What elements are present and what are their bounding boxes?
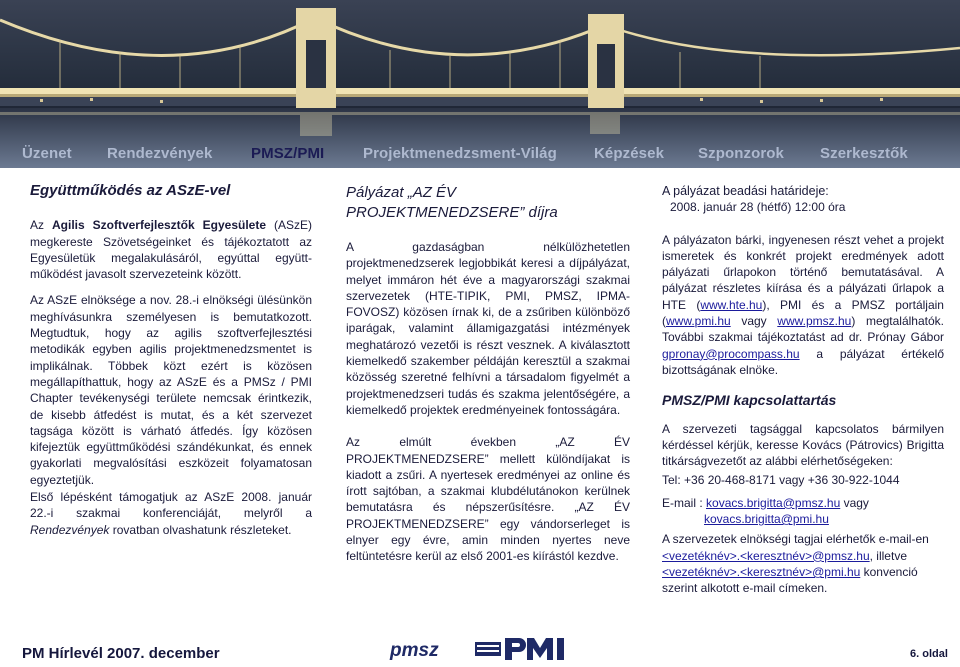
- deadline-value: 2008. január 28 (hétfő) 12:00 óra: [670, 200, 846, 215]
- pmi-link[interactable]: www.pmi.hu: [666, 314, 731, 329]
- nav-item-szponzorok[interactable]: Szponzorok: [698, 145, 784, 162]
- board-line-2: <vezetéknév>.<keresztnév>@pmi.hu konvenció szerint alkotott e-mail címeken.: [662, 564, 918, 596]
- pronay-email-link[interactable]: gpronay@procompass.hu: [662, 346, 800, 361]
- board-intro: A szervezetek elnökségi tagjai elérhetők e-mail-en: [662, 532, 929, 547]
- rendezvenyek-ref: Rendezvények: [30, 522, 110, 537]
- nav-item-szerkesztok[interactable]: Szerkesztők: [820, 145, 908, 162]
- board-pmsz-link[interactable]: <vezetéknév>.<keresztnév>@pmsz.hu: [662, 548, 870, 563]
- deadline-label: A pályázat beadási határideje:: [662, 184, 829, 198]
- left-column: [30, 183, 312, 538]
- header-banner: [0, 0, 960, 168]
- contact-title: PMSZ/PMI kapcsolattartás: [662, 392, 837, 409]
- nav-item-pmsz-pmi[interactable]: PMSZ/PMI: [251, 145, 325, 162]
- left-paragraph-3: Első lépésként támogatjuk az ASzE 2008. január 22.-i szakmai konferenciáját, melyről a Rendezvények rovatban olvashatunk részleteket.: [30, 490, 312, 537]
- nav-item-projektmenedzsment-vilag[interactable]: Projektmenedzsment-Világ: [363, 145, 557, 162]
- middle-column: [346, 183, 630, 565]
- pmsz-link[interactable]: www.pmsz.hu: [777, 314, 852, 329]
- page-number: 6. oldal: [910, 648, 948, 660]
- nav-item-kepzesek[interactable]: Képzések: [594, 145, 665, 162]
- middle-paragraph-2: Az elmúlt években „AZ ÉV PROJEKTMENEDZSERE” mellett különdíjakat is kiadott a zsűri. A nyertesek eredményei az online és írott sajtóban, a szakmai klubdélutánokon kerülnek bemutatásra és népszerűsítésre. „AZ ÉV PROJEKTMENEDZSERE” egy vándorserleget is elnyer egy évre, amin minden nyertes neve feltüntetésre kerül az első 2001-es kiírástól kezdve.: [346, 435, 630, 564]
- left-paragraph-2: Az ASzE elnöksége a nov. 28.-i elnökségi ülésünkön meghívásunkra személyesen is bemutatkozott. Megtudtuk, hogy az agilis szoftverfejlesztési metodikák egyben agilis projektmenedzsmentet is implikálnak. Többek közt ezért is közösen megállapíthattuk, hogy az ASzE és a PMSz / PMI Chapter tevékenységi területe nemcsak érintkezik, de kisebb átfedést is mutat, és a két szervezet tagsága között is várható átfedés. Így közösen kifejeztük együttműködési szándékunkat, és ennek gyakorlati megvalósítási eszközeit folyamatosan egyeztetjük.: [30, 293, 312, 487]
- contact-email-line: E-mail : kovacs.brigitta@pmsz.hu vagy: [662, 495, 869, 510]
- right-column: [662, 183, 944, 597]
- left-title: Együttműködés az ASzE-vel: [30, 182, 231, 199]
- left-paragraph-1: Az Agilis Szoftverfejlesztők Egyesülete (ASzE) megkereste Szövetségeinket és tájékoztatott az Egyesületük megalakulásáról, egyúttal együtt-működést javasolt szervezeteink között.: [30, 218, 312, 282]
- contact-email-line-2: [662, 511, 944, 527]
- footer-newsletter-title: PM Hírlevél 2007. december: [22, 645, 220, 662]
- contact-intro: A szervezeti tagsággal kapcsolatos bármilyen kérdéssel kérjük, keresse Kovács (Pátrovics) Brigitta titkárságvezetőt az alábbi elérhetőségeken:: [662, 421, 944, 469]
- middle-paragraph-1: A gazdaságban nélkülözhetetlen projektmenedzserek legjobbikát keresi a díjpályázat, melyet immáron hét éve a magyarországi szakmai szervezetek (HTE-TIPIK, PMI, PMSZ, IPMA-FOVOSZ) közösen írnak ki, de a zsűriben különböző iparágak, valamint államigazgatási intézmények meghatározó vezetői is részt vesznek. A kiválasztott kiemelkedő szakember példáján keresztül a szakmai közösség szeretné felhívni a társadalom figyelmét a projektmenedzseri tudás és szakma jelentőségére, a kiemelkedő projektek eredményeinek fontosságára.: [346, 240, 630, 417]
- pmi-logo: [475, 636, 585, 667]
- hte-link[interactable]: www.hte.hu: [700, 297, 763, 312]
- nav-item-rendezvenyek[interactable]: Rendezvények: [107, 145, 213, 162]
- email-pmi-link[interactable]: kovacs.brigitta@pmi.hu: [704, 512, 829, 527]
- contact-tel: Tel: +36 20-468-8171 vagy +36 30-922-1044: [662, 473, 900, 488]
- middle-title: Pályázat „AZ ÉV PROJEKTMENEDZSERE” díjra: [346, 184, 558, 221]
- main-nav: [0, 140, 960, 168]
- pmsz-logo: pmsz: [390, 640, 439, 661]
- asze-name: Agilis Szoftverfejlesztők Egyesülete: [51, 218, 267, 233]
- email-pmsz-link[interactable]: kovacs.brigitta@pmsz.hu: [706, 495, 841, 510]
- board-line-1: <vezetéknév>.<keresztnév>@pmsz.hu, illetve: [662, 548, 907, 563]
- right-paragraph-1: A pályázaton bárki, ingyenesen részt vehet a projekt ismeretek és konkrét projekt eredmények adott pályázati űrlapokon történő bemutatásával. A pályázat részletes kiírása és a pályázati űrlapok a HTE (www.hte.hu), PMI és a PMSZ portáljain (www.pmi.hu vagy www.pmsz.hu) megtalálhatók. További szakmai tájékoztatást ad dr. Prónay Gábor gpronay@procompass.hu a pályázat értékelő bizottságának elnöke.: [662, 232, 944, 377]
- nav-item-uzenet[interactable]: Üzenet: [22, 145, 72, 162]
- board-pmi-link[interactable]: <vezetéknév>.<keresztnév>@pmi.hu: [662, 564, 861, 579]
